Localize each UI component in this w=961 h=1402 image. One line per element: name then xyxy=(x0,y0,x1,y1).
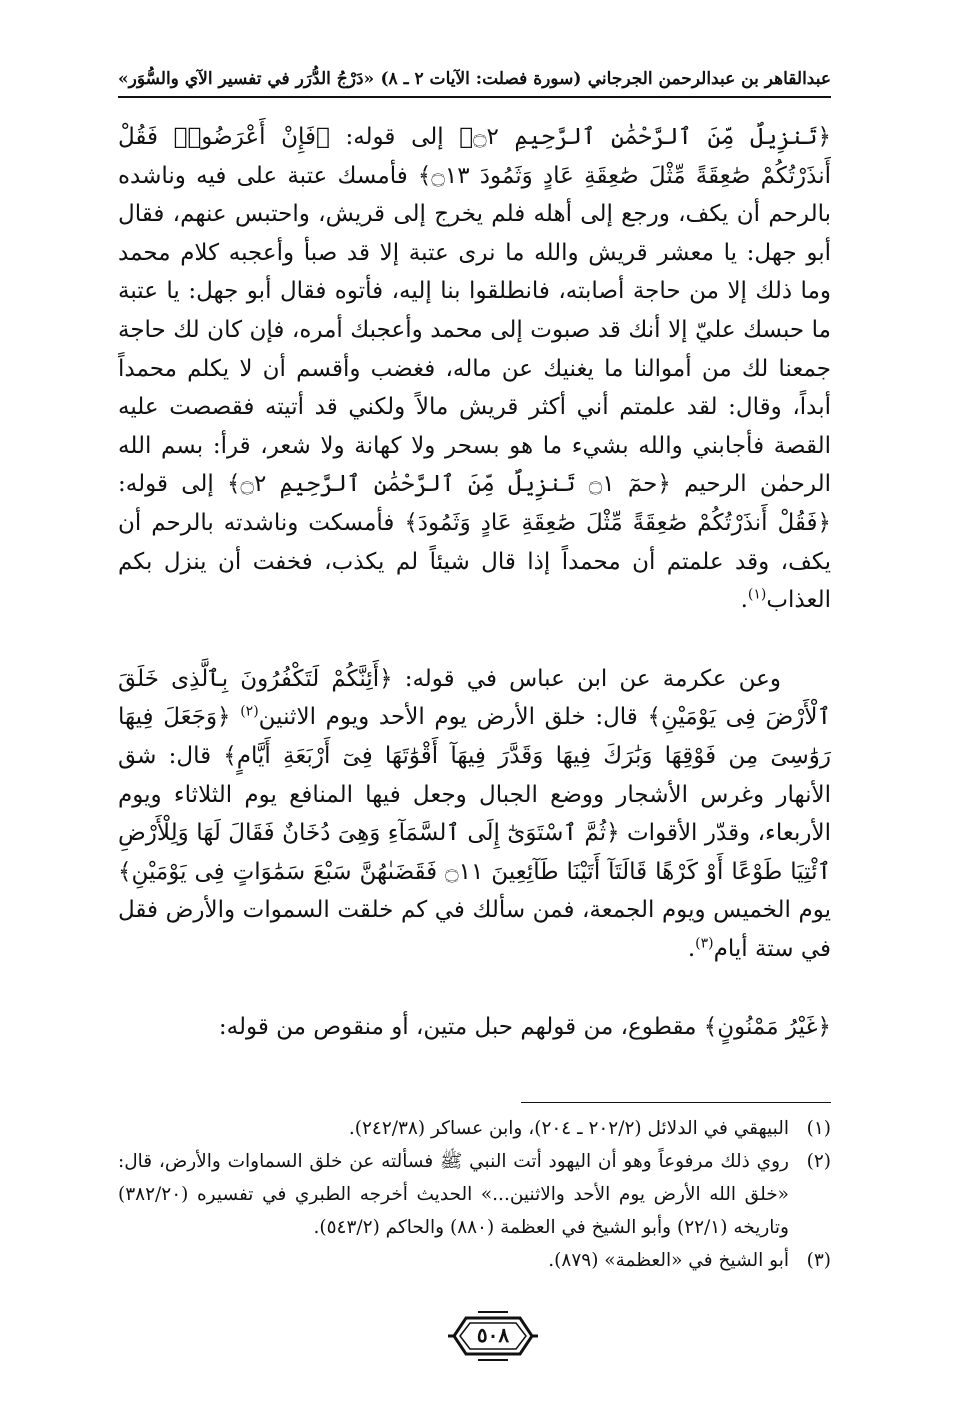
paragraph-1-end: . xyxy=(740,587,748,614)
paragraph-2-text-a: وعن عكرمة عن ابن عباس في قوله: ﴿أَئِنَّكُمْ لَتَكْفُرُونَ بِٱلَّذِى خَلَقَ ٱلْأَرْضَ فِى يَوْمَيْنِ﴾ قال: خلق الأرض يوم الأحد ويوم الاثنين xyxy=(118,665,832,731)
header-surah-range: (سورة فصلت: الآيات ٢ ـ ٨) xyxy=(380,69,582,89)
header-book-title: «دَرْجُ الدُّرَر في تفسير الآي والسُّوَر» xyxy=(118,69,375,89)
footnotes xyxy=(118,1112,831,1277)
paragraph-1 xyxy=(118,118,831,620)
paragraph-2 xyxy=(118,660,831,969)
footnote-text: روي ذلك مرفوعاً وهو أن اليهود أتت النبي ﷺ فسألته عن خلق السماوات والأرض، قال: «خلق الله الأرض يوم الأحد والاثنين...» الحديث أخرجه الطبري في تفسيره (٣٨٢/٢٠) وتاريخه (٢٢/١) وأبو الشيخ في العظمة (٨٨٠) والحاكم (٥٤٣/٢). xyxy=(118,1151,789,1238)
footnote-number: (٢) xyxy=(806,1151,831,1172)
main-text xyxy=(118,118,831,1047)
paragraph-2-end: . xyxy=(687,935,696,962)
paragraph-3-text: ﴿غَيْرُ مَمْنُونٍ﴾ مقطوع، من قولهم حبل متين، أو منقوص من قوله: xyxy=(218,1014,831,1041)
header-divider xyxy=(118,96,831,98)
page-number-ornament xyxy=(448,1310,538,1362)
footnote-2 xyxy=(118,1145,831,1244)
paragraph-1-text: ﴿تَنزِيلٌ مِّنَ ٱلرَّحْمَٰنِ ٱلرَّحِيمِ ۝٢﴾ إلى قوله: ﴿فَإِنْ أَعْرَضُوا۟ فَقُلْ أَنذَرْتُكُمْ صَٰعِقَةً مِّثْلَ صَٰعِقَةِ عَادٍ وَثَمُودَ ۝١٣﴾ فأمسك عتبة على فيه وناشده بالرحم أن يكف، ورجع إلى أهله فلم يخرج إلى قريش، واحتبس عنهم، فقال أبو جهل: يا معشر قريش والله ما نرى عتبة إلا قد صبأ وأعجبه كلام محمد وما ذلك إلا من حاجة أصابته، فانطلقوا بنا إليه، فأتوه فقال أبو جهل: يا عتبة ما حبسك عليّ إلا أنك قد صبوت إلى محمد وأعجبك أمره، فإن كان لك حاجة جمعنا لك من أموالنا ما يغنيك عن ماله، فغضب وأقسم أن لا يكلم محمداً أبداً، وقال: لقد علمتم أني أكثر قريش مالاً ولكني قد أتيته فقصصت عليه القصة فأجابني والله بشيء ما هو بسحر ولا كهانة ولا شعر، قرأ: بسم الله الرحمٰن الرحيم ﴿حمٓ ۝١ تَنزِيلٌ مِّنَ ٱلرَّحْمَٰنِ ٱلرَّحِيمِ ۝٢﴾ إلى قوله: ﴿فَقُلْ أَنذَرْتُكُمْ صَٰعِقَةً مِّثْلَ صَٰعِقَةِ عَادٍ وَثَمُودَ﴾ فأمسكت وناشدته بالرحم أن يكف، وقد علمتم أن محمداً إذا قال شيئاً لم يكذب، فخفت أن ينزل بكم العذاب xyxy=(118,124,831,614)
header-author: عبدالقاهر بن عبدالرحمن الجرجاني xyxy=(587,69,831,89)
footnote-divider xyxy=(521,1102,831,1103)
running-header xyxy=(118,64,831,94)
paragraph-2-text-b: ﴿وَجَعَلَ فِيهَا رَوَٰسِىَ مِن فَوْقِهَا وَبَٰرَكَ فِيهَا وَقَدَّرَ فِيهَآ أَقْوَٰتَهَا فِىٓ أَرْبَعَةِ أَيَّامٍ﴾ قال: شق الأنهار وغرس الأشجار ووضع الجبال وجعل فيها المنافع يوم الثلاثاء ويوم الأربعاء، وقدّر الأقوات ﴿ثُمَّ ٱسْتَوَىٰٓ إِلَى ٱلسَّمَآءِ وَهِىَ دُخَانٌ فَقَالَ لَهَا وَلِلْأَرْضِ ٱئْتِيَا طَوْعًا أَوْ كَرْهًا قَالَتَآ أَتَيْنَا طَآئِعِينَ ۝١١ فَقَضَىٰهُنَّ سَبْعَ سَمَٰوَاتٍ فِى يَوْمَيْنِ﴾ يوم الخميس ويوم الجمعة، فمن سألك في كم خلقت السموات والأرض فقل في ستة أيام xyxy=(118,704,831,962)
footnote-ref-3[interactable]: (٣) xyxy=(695,935,714,952)
footnote-number: (٣) xyxy=(806,1250,831,1271)
footnote-number: (١) xyxy=(806,1118,831,1139)
footnote-ref-2[interactable]: (٢) xyxy=(240,703,259,720)
footnote-1 xyxy=(118,1112,831,1145)
footnote-text: أبو الشيخ في «العظمة» (٨٧٩). xyxy=(548,1250,789,1271)
footnote-text: البيهقي في الدلائل (٢٠٢/٢ ـ ٢٠٤)، وابن عساكر (٢٤٢/٣٨). xyxy=(348,1118,789,1139)
paragraph-3 xyxy=(118,1008,831,1047)
page-number: ٥٠٨ xyxy=(476,1323,510,1347)
footnote-ref-1[interactable]: (١) xyxy=(747,586,767,603)
footnote-3 xyxy=(118,1244,831,1277)
